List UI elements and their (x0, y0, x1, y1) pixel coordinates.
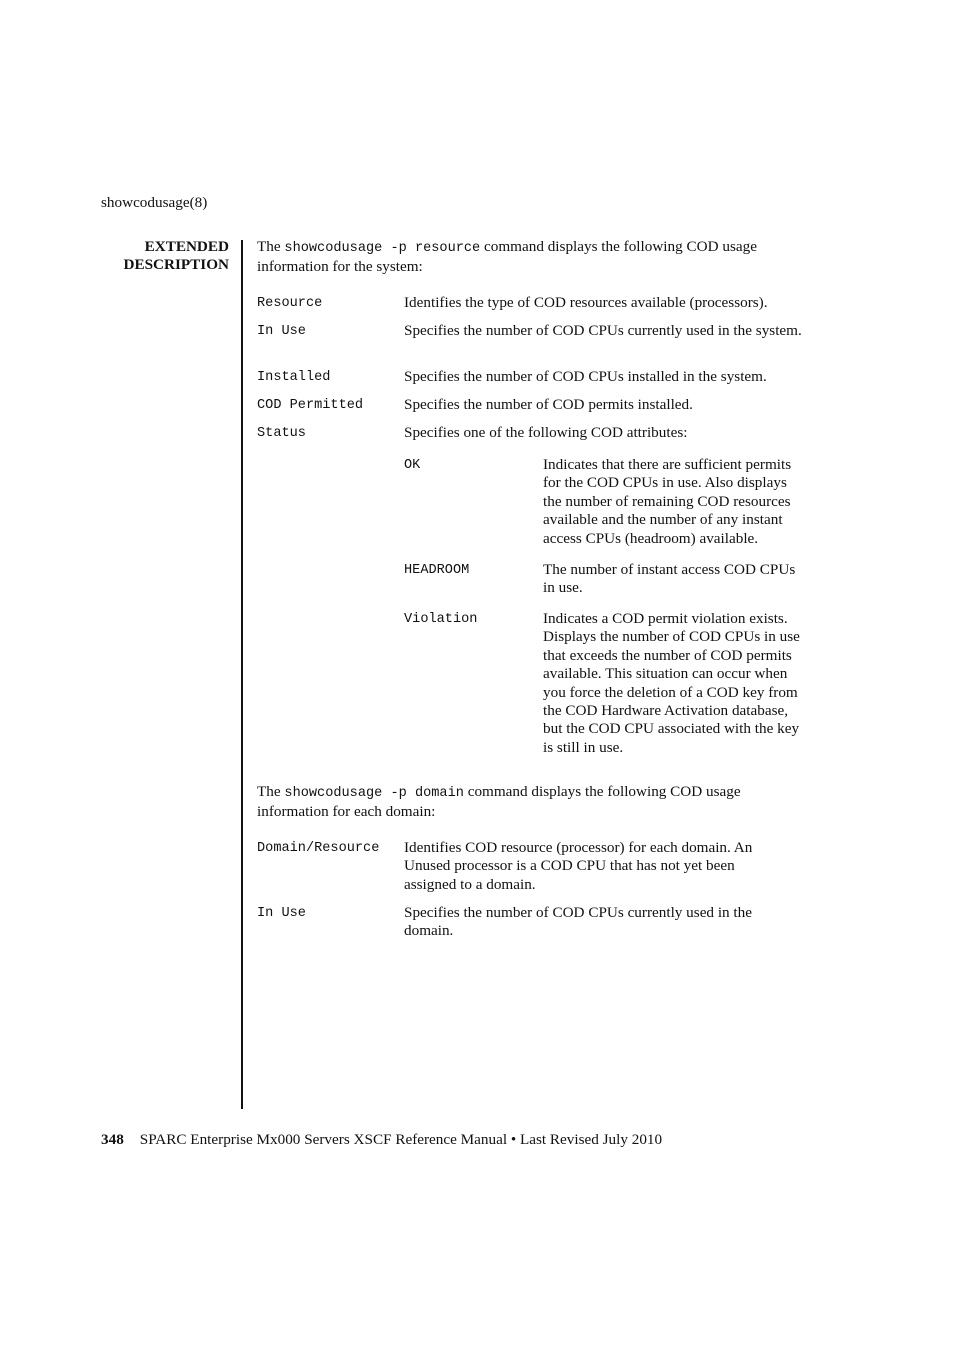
intro-paragraph-domain (257, 783, 847, 822)
definition-line: Indicates that there are sufficient permits (543, 456, 792, 473)
field-term: Resource (257, 296, 323, 311)
section-heading-line-2: DESCRIPTION (123, 256, 229, 274)
definition-line: The number of instant access COD CPUs (543, 561, 796, 578)
intro-paragraph-line-1 (257, 783, 847, 803)
status-definition (543, 610, 841, 757)
definition-line: access CPUs (headroom) available. (543, 529, 759, 547)
intro-paragraph-system (257, 238, 847, 277)
footer-text: SPARC Enterprise Mx000 Servers XSCF Reference Manual • Last Revised July 2010 (139, 1131, 663, 1148)
field-term: COD Permitted (257, 398, 364, 413)
text-segment: command displays the following COD usage (480, 238, 757, 255)
definition-line: you force the deletion of a COD key from (543, 683, 798, 701)
definition-line: the COD Hardware Activation database, (543, 702, 789, 720)
definition-line: the number of remaining COD resources (543, 492, 791, 510)
intro-paragraph-line-1 (257, 238, 847, 258)
section-heading (100, 238, 229, 275)
intro-paragraph-line-2: information for the system: (257, 258, 423, 276)
field-definition: Specifies the number of COD CPUs currently used in the system. (404, 322, 802, 339)
page-footer (101, 1131, 662, 1149)
status-definition (543, 561, 841, 598)
page-number: 348 (101, 1131, 124, 1148)
status-definition (543, 456, 841, 548)
command-name: showcodusage (284, 241, 383, 256)
definition-line: available. This situation can occur when (543, 665, 788, 683)
command-option: -p domain (382, 786, 464, 801)
definition-line: assigned to a domain. (404, 875, 536, 893)
field-term: Installed (257, 370, 331, 385)
definition-line: but the COD CPU associated with the key (543, 720, 800, 738)
field-definition: Specifies one of the following COD attributes: (404, 424, 688, 441)
definition-line: that exceeds the number of COD permits (543, 646, 792, 664)
field-definition (404, 904, 844, 941)
status-term: OK (404, 458, 421, 473)
field-definition (404, 839, 844, 894)
field-definition: Specifies the number of COD permits installed. (404, 396, 693, 413)
field-term: Domain/Resource (257, 841, 380, 856)
definition-line: available and the number of any instant (543, 511, 783, 529)
section-heading-line-1: EXTENDED (144, 238, 229, 255)
intro-paragraph-line-2: information for each domain: (257, 803, 436, 821)
definition-line: domain. (404, 922, 454, 940)
field-term: In Use (257, 324, 306, 339)
field-definition: Identifies the type of COD resources available (processors). (404, 294, 768, 311)
text-segment: The (257, 783, 285, 800)
field-term: In Use (257, 906, 306, 921)
section-vertical-rule (241, 240, 243, 1109)
definition-line: is still in use. (543, 738, 624, 756)
definition-line: for the COD CPUs in use. Also displays (543, 474, 787, 492)
text-segment: command displays the following COD usage (463, 783, 741, 800)
definition-line: Unused processor is a COD CPU that has not yet been (404, 857, 735, 875)
definition-line: Displays the number of COD CPUs in use (543, 628, 800, 646)
text-segment: The (257, 238, 285, 255)
status-term: Violation (404, 612, 478, 627)
command-name: showcodusage (284, 786, 383, 801)
field-term: Status (257, 426, 306, 441)
running-header: showcodusage(8) (101, 194, 208, 211)
status-term: HEADROOM (404, 563, 470, 578)
definition-line: in use. (543, 579, 583, 597)
command-option: -p resource (382, 241, 481, 256)
definition-line: Specifies the number of COD CPUs currently used in the (404, 904, 752, 921)
definition-line: Identifies COD resource (processor) for each domain. An (404, 839, 753, 856)
field-definition: Specifies the number of COD CPUs installed in the system. (404, 368, 767, 385)
definition-line: Indicates a COD permit violation exists. (543, 610, 788, 627)
